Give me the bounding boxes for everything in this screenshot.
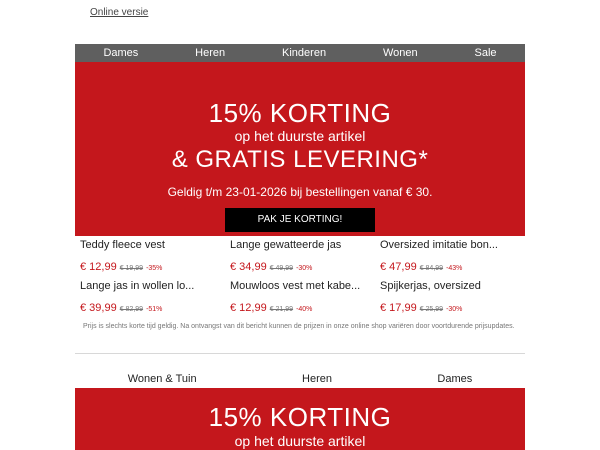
product-name: Spijkerjas, oversized	[380, 280, 481, 292]
nav2-item-dames[interactable]: Dames	[437, 373, 473, 385]
product-card[interactable]	[225, 280, 375, 321]
product-name: Lange gewatteerde jas	[230, 239, 342, 251]
nav-item-dames[interactable]: Dames	[103, 47, 139, 59]
product-old-price: € 49,99	[269, 265, 294, 272]
product-price: € 12,99	[80, 261, 117, 273]
product-old-price: € 25,99	[419, 306, 444, 313]
product-name: Teddy fleece vest	[80, 239, 165, 251]
product-discount: -43%	[446, 265, 463, 272]
product-old-price: € 84,99	[419, 265, 444, 272]
promo2-headline: 15% KORTING	[208, 402, 392, 432]
product-grid	[75, 239, 525, 321]
promo-headline: 15% KORTING	[208, 98, 392, 128]
newsletter-block	[75, 44, 525, 331]
product-discount: -35%	[146, 265, 163, 272]
promo-free-delivery: & GRATIS LEVERING*	[171, 146, 429, 173]
online-version-link[interactable]: Online versie	[90, 7, 149, 18]
section-divider	[75, 353, 525, 354]
product-discount: -40%	[296, 306, 313, 313]
nav-item-kinderen[interactable]: Kinderen	[282, 47, 327, 59]
category-nav-secondary	[75, 373, 525, 385]
product-price: € 39,99	[80, 302, 117, 314]
product-old-price: € 82,99	[119, 306, 144, 313]
product-price: € 34,99	[230, 261, 267, 273]
product-card[interactable]	[225, 239, 375, 280]
promo-subline: op het duurste artikel	[234, 128, 366, 144]
product-card[interactable]	[375, 239, 525, 280]
product-price: € 17,99	[380, 302, 417, 314]
product-discount: -51%	[146, 306, 163, 313]
product-price: € 47,99	[380, 261, 417, 273]
nav2-item-wonen-tuin[interactable]: Wonen & Tuin	[127, 373, 197, 385]
price-disclaimer: Prijs is slechts korte tijd geldig. Na ontvangst van dit bericht kunnen de prijzen in onze online shop variëren door voortdurende prijsupdates.	[83, 323, 515, 330]
promo-validity: Geldig t/m 23-01-2026 bij bestellingen vanaf € 30.	[167, 185, 433, 199]
product-price: € 12,99	[230, 302, 267, 314]
category-nav	[75, 44, 525, 62]
nav-item-wonen[interactable]: Wonen	[382, 47, 418, 59]
product-discount: -30%	[296, 265, 313, 272]
product-card[interactable]	[75, 280, 225, 321]
promo-banner[interactable]	[75, 62, 525, 236]
nav-item-sale[interactable]: Sale	[474, 47, 497, 59]
product-discount: -30%	[446, 306, 463, 313]
nav2-item-heren[interactable]: Heren	[302, 373, 332, 385]
product-old-price: € 19,99	[119, 265, 144, 272]
product-card[interactable]	[375, 280, 525, 321]
claim-discount-button[interactable]: PAK JE KORTING!	[225, 208, 375, 232]
promo2-subline: op het duurste artikel	[234, 433, 366, 449]
promo-banner-secondary[interactable]	[75, 388, 525, 450]
product-name: Oversized imitatie bon...	[380, 239, 498, 251]
nav-item-heren[interactable]: Heren	[195, 47, 226, 59]
product-name: Lange jas in wollen lo...	[80, 280, 195, 292]
product-name: Mouwloos vest met kabe...	[230, 280, 361, 292]
product-card[interactable]	[75, 239, 225, 280]
product-old-price: € 21,99	[269, 306, 294, 313]
